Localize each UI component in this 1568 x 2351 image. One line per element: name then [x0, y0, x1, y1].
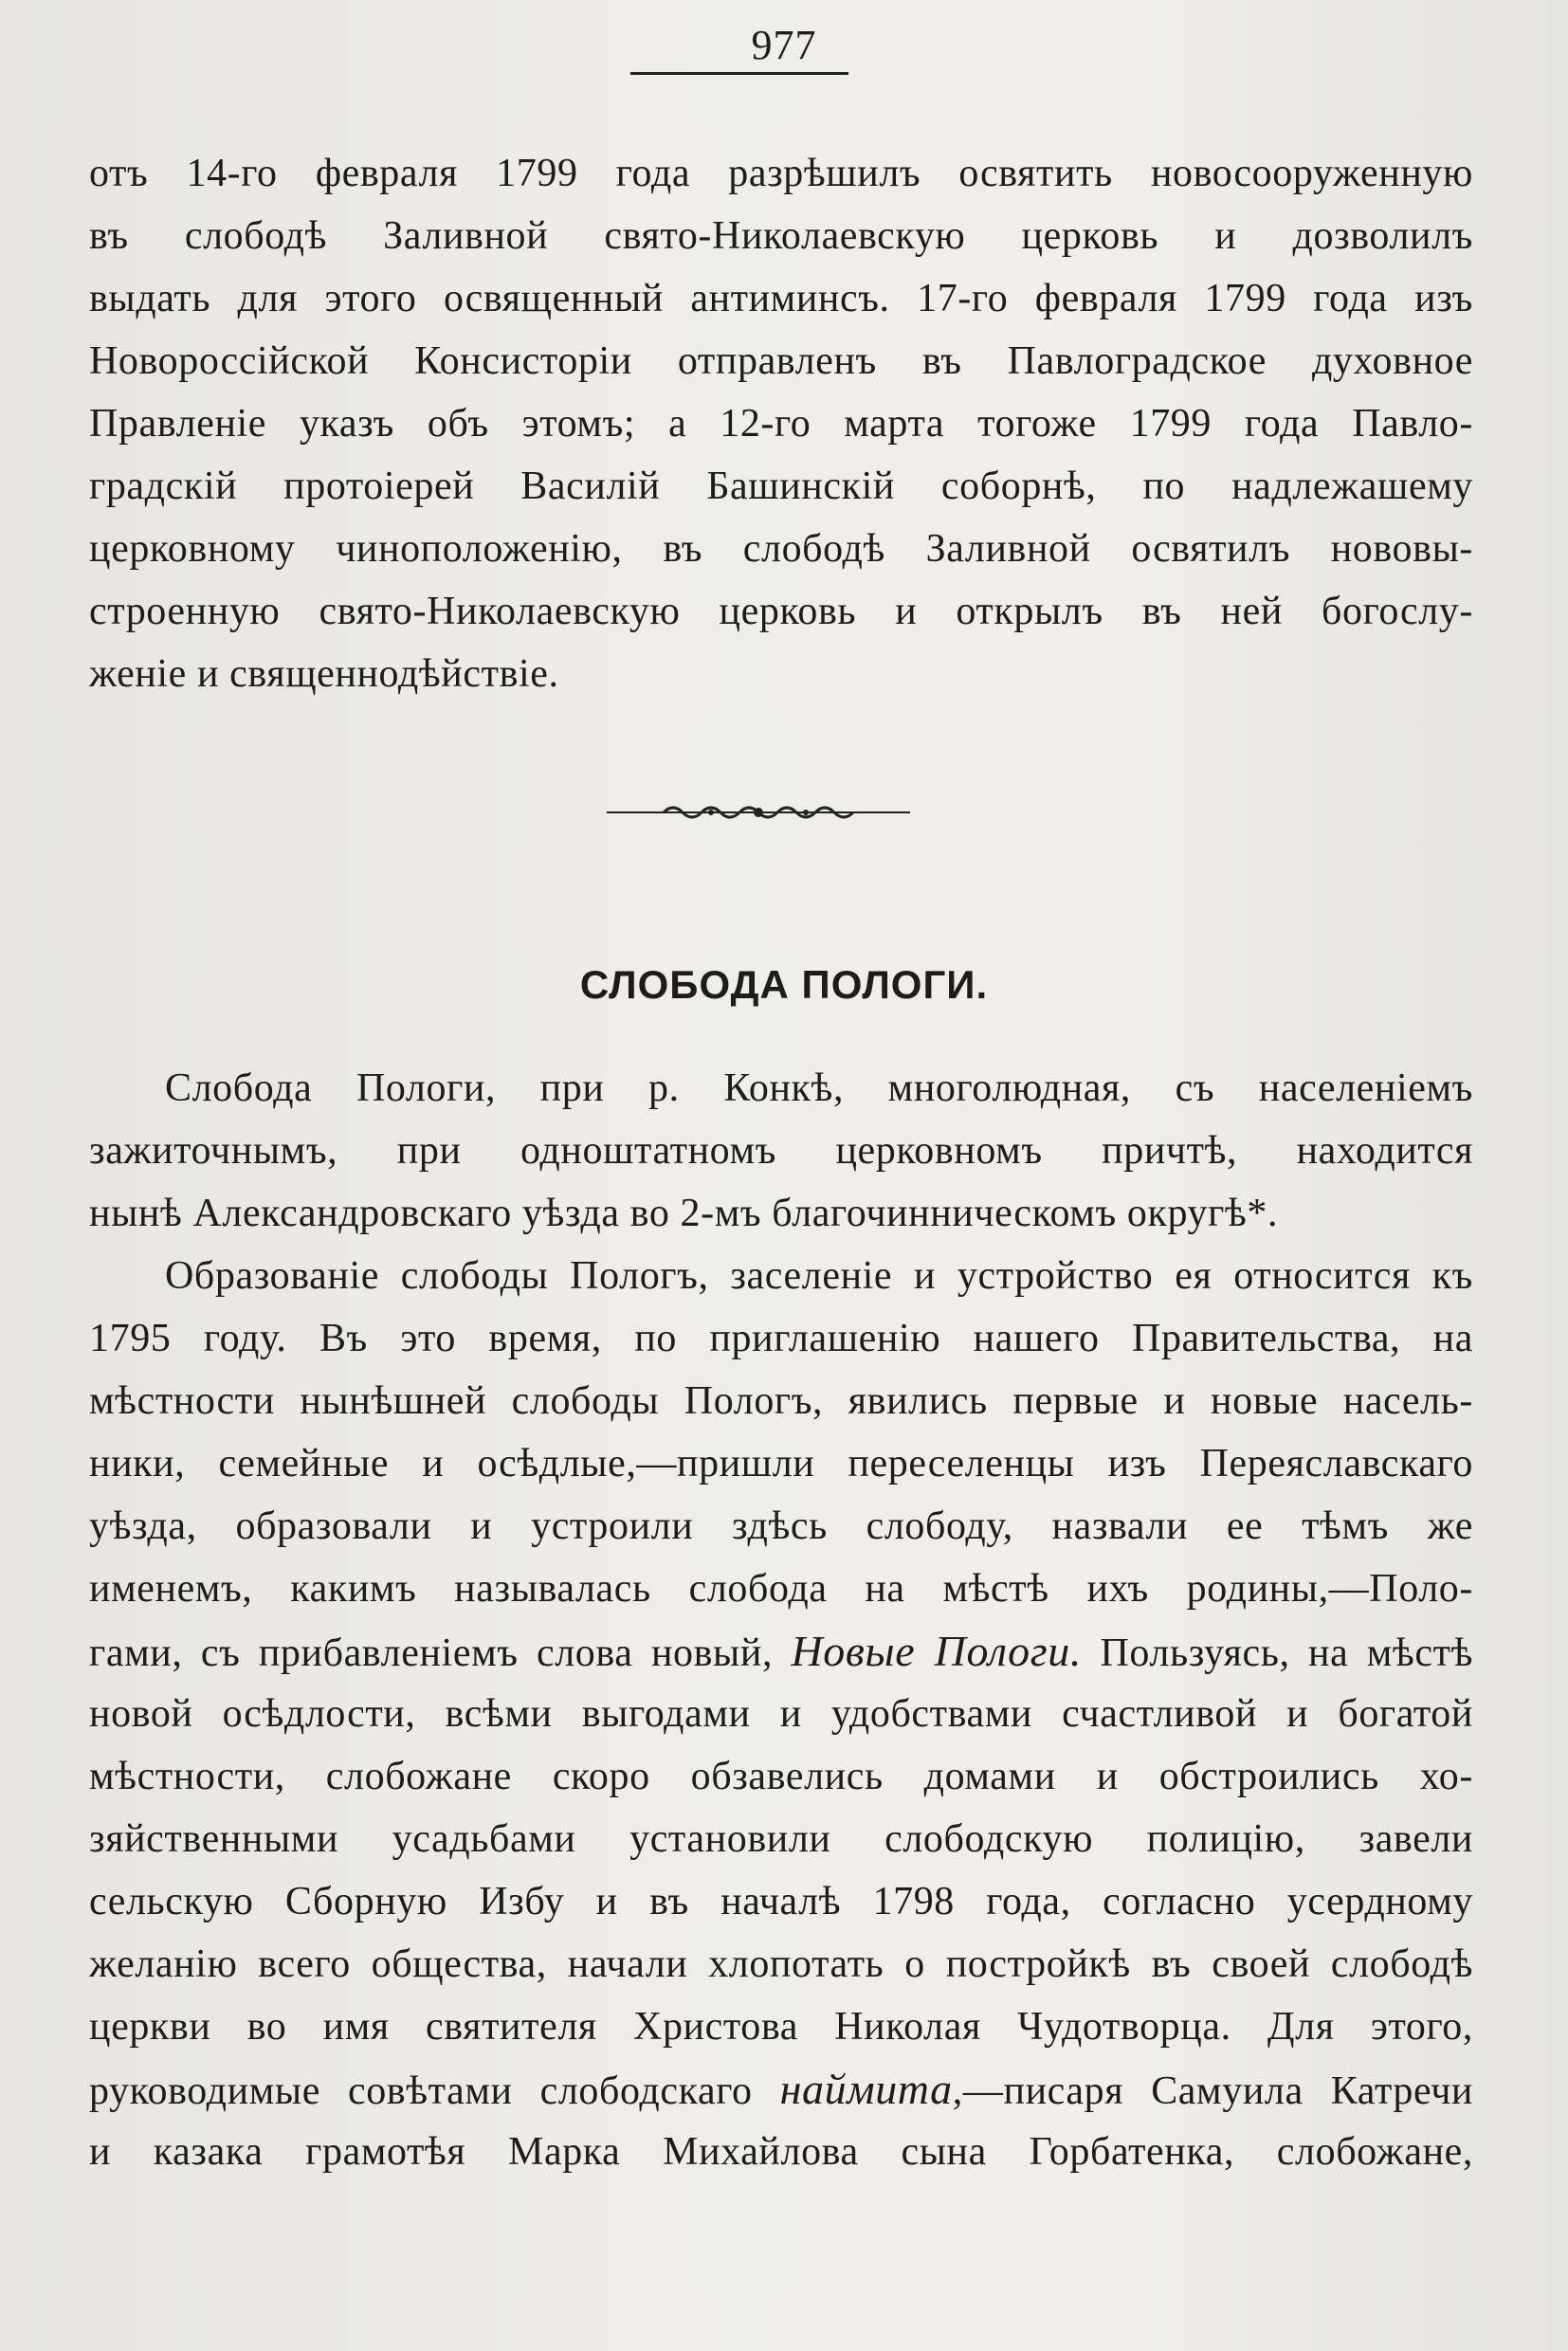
text-line [89, 2058, 1473, 2121]
text-segment: гами, съ прибавленіемъ слова новый, [89, 1631, 792, 1675]
text-line: 1795 году. Въ это время, по приглашенію нашего Правительства, на [89, 1317, 1473, 1360]
text-line: Новороссійской Консисторіи отправленъ въ Павлоградское духовное [89, 339, 1473, 383]
text-line: зажиточнымъ, при одноштатномъ церковномъ причтѣ, находится [89, 1129, 1473, 1173]
text-line: сельскую Сборную Избу и въ началѣ 1798 года, согласно усердному [89, 1880, 1473, 1923]
ornament-divider [607, 798, 910, 827]
page-number: 977 [751, 22, 817, 68]
text-line: церковному чиноположенію, въ слободѣ Заливной освятилъ нововы- [89, 527, 1473, 571]
text-segment: руководимые совѣтами слободскаго [89, 2069, 780, 2113]
text-line: отъ 14-го февраля 1799 года разрѣшилъ освятить новосооруженную [89, 152, 1473, 195]
text-segment: ,—писаря Самуила Катречи [952, 2069, 1473, 2113]
text-line [89, 1620, 1473, 1683]
text-line: градскій протоіерей Василій Башинскій соборнѣ, по надлежашему [89, 465, 1473, 508]
text-line: Образованіе слободы Пологъ, заселеніе и устройство ея относится къ [165, 1254, 1473, 1298]
text-line: строенную свято-Николаевскую церковь и открылъ въ ней богослу- [89, 590, 1473, 633]
paragraph-3 [89, 1245, 1473, 2183]
text-line: Слобода Пологи, при р. Конкѣ, многолюдная, съ населеніемъ [165, 1066, 1473, 1110]
italic-title: Новые Пологи. [791, 1627, 1083, 1675]
text-line: церкви во имя святителя Христова Николая Чудотворца. Для этого, [89, 2005, 1473, 2049]
text-line: желанію всего общества, начали хлопотать о постройкѣ въ своей слободѣ [89, 1942, 1473, 1986]
italic-word: наймита [779, 2065, 953, 2113]
text-line: и казака грамотѣя Марка Михайлова сына Горбатенка, слобожане, [89, 2130, 1473, 2174]
text-line: Правленіе указъ объ этомъ; а 12-го марта тогоже 1799 года Павло- [89, 402, 1473, 446]
section-heading: СЛОБОДА ПОЛОГИ. [579, 962, 989, 1007]
text-line: нынѣ Александровскаго уѣзда во 2-мъ благочинническомъ округѣ*. [89, 1192, 1279, 1235]
text-line: новой осѣдлости, всѣми выгодами и удобствами счастливой и богатой [89, 1692, 1473, 1736]
paragraph-2 [89, 1057, 1473, 1245]
text-line: выдать для этого освященный антиминсъ. 17-го февраля 1799 года изъ [89, 277, 1473, 320]
text-line: ники, семейные и осѣдлые,—пришли переселенцы изъ Переяславскаго [89, 1442, 1473, 1485]
header-rule [630, 72, 848, 75]
text-line: мѣстности нынѣшней слободы Пологъ, явились первые и новые насель- [89, 1379, 1473, 1423]
text-line: уѣзда, образовали и устроили здѣсь слободу, назвали ее тѣмъ же [89, 1504, 1473, 1548]
text-line: мѣстности, слобожане скоро обзавелись домами и обстроились хо- [89, 1755, 1473, 1798]
text-line: зяйственными усадьбами установили слободскую полицію, завели [89, 1817, 1473, 1861]
text-segment: Пользуясь, на мѣстѣ [1082, 1631, 1473, 1675]
text-line: въ слободѣ Заливной свято-Николаевскую церковь и дозволилъ [89, 214, 1473, 258]
paragraph-1 [89, 142, 1473, 705]
text-line: именемъ, какимъ называлась слобода на мѣстѣ ихъ родины,—Поло- [89, 1567, 1473, 1611]
text-line: женіе и священнодѣйствіе. [89, 652, 559, 696]
